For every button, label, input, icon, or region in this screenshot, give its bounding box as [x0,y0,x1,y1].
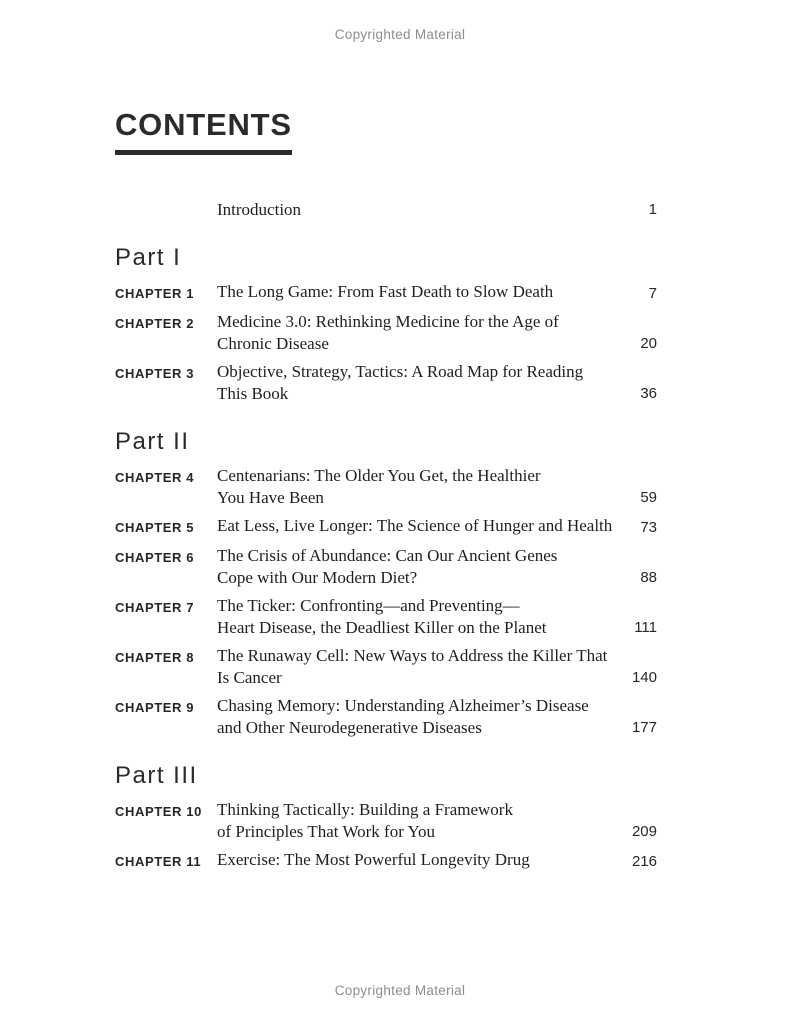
chapter-label: CHAPTER 6 [115,550,195,565]
front-matter-title [217,199,615,221]
part-heading: Part III [115,762,198,789]
chapter-page: 36 [640,385,657,402]
front-matter-page: 1 [648,201,657,218]
part-heading: Part II [115,428,190,455]
part-chapters [115,465,657,739]
chapter-title [217,545,615,589]
chapter-title-line: of Principles That Work for You [217,822,436,841]
chapter-label: CHAPTER 3 [115,366,195,381]
part-chapters [115,799,657,873]
chapter-row [115,281,657,305]
chapter-title-line: and Other Neurodegenerative Diseases [217,718,482,737]
chapter-title-line: Cope with Our Modern Diet? [217,568,418,587]
copyright-notice-bottom: Copyrighted Material [334,983,466,998]
chapter-title-line: Medicine 3.0: Rethinking Medicine for the Age of [217,312,559,331]
chapter-page: 73 [640,519,657,536]
chapter-row [115,645,657,689]
toc-part [115,243,657,405]
contents-section [115,108,657,879]
chapter-row [115,695,657,739]
chapter-row [115,799,657,843]
chapter-title-line: The Long Game: From Fast Death to Slow Death [217,282,554,301]
chapter-label: CHAPTER 10 [115,804,202,819]
table-of-contents [115,199,657,873]
chapter-title [217,515,615,537]
chapter-row [115,311,657,355]
copyright-notice-top: Copyrighted Material [334,27,466,42]
chapter-title-line: Introduction [217,200,302,219]
chapter-page: 59 [640,489,657,506]
chapter-title-line: Exercise: The Most Powerful Longevity Drug [217,850,530,869]
chapter-row [115,545,657,589]
chapter-title-line: Thinking Tactically: Building a Framework [217,800,513,819]
chapter-page: 7 [648,285,657,302]
chapter-page: 216 [631,853,657,870]
chapter-title [217,281,615,303]
chapter-row [115,595,657,639]
chapter-label: CHAPTER 4 [115,470,195,485]
front-matter-label [115,199,217,201]
chapter-row [115,849,657,873]
front-matter-row [115,199,657,221]
chapter-page: 177 [631,719,657,736]
chapter-label: CHAPTER 7 [115,600,195,615]
chapter-label: CHAPTER 2 [115,316,195,331]
chapter-label: CHAPTER 9 [115,700,195,715]
chapter-title-line: You Have Been [217,488,324,507]
chapter-label: CHAPTER 8 [115,650,195,665]
toc-part [115,427,657,739]
part-heading: Part I [115,244,182,271]
chapter-title-line: The Runaway Cell: New Ways to Address the Killer That [217,646,608,665]
chapter-title-line: Heart Disease, the Deadliest Killer on the Planet [217,618,547,637]
chapter-title-line: Chronic Disease [217,334,329,353]
chapter-row [115,515,657,539]
chapter-page: 88 [640,569,657,586]
chapter-title [217,799,615,843]
toc-parts [115,243,657,873]
chapter-title [217,465,615,509]
chapter-title-line: Centenarians: The Older You Get, the Healthier [217,466,541,485]
chapter-label: CHAPTER 1 [115,286,195,301]
chapter-title [217,311,615,355]
chapter-title [217,645,615,689]
chapter-title [217,695,615,739]
chapter-page: 111 [634,619,657,636]
chapter-title [217,361,615,405]
chapter-title-line: Objective, Strategy, Tactics: A Road Map for Reading [217,362,584,381]
chapter-title-line: The Crisis of Abundance: Can Our Ancient Genes [217,546,558,565]
chapter-title [217,595,615,639]
chapter-page: 20 [640,335,657,352]
chapter-row [115,361,657,405]
chapter-page: 140 [631,669,657,686]
chapter-title-line: The Ticker: Confronting—and Preventing— [217,596,520,615]
chapter-title-line: Is Cancer [217,668,282,687]
page-title: CONTENTS [115,108,292,155]
chapter-label: CHAPTER 11 [115,854,202,869]
chapter-label: CHAPTER 5 [115,520,195,535]
part-chapters [115,281,657,405]
chapter-title-line: This Book [217,384,289,403]
chapter-page: 209 [631,823,657,840]
chapter-title-line: Eat Less, Live Longer: The Science of Hunger and Health [217,516,613,535]
chapter-title-line: Chasing Memory: Understanding Alzheimer’s Disease [217,696,589,715]
chapter-row [115,465,657,509]
chapter-title [217,849,615,871]
toc-part [115,761,657,873]
